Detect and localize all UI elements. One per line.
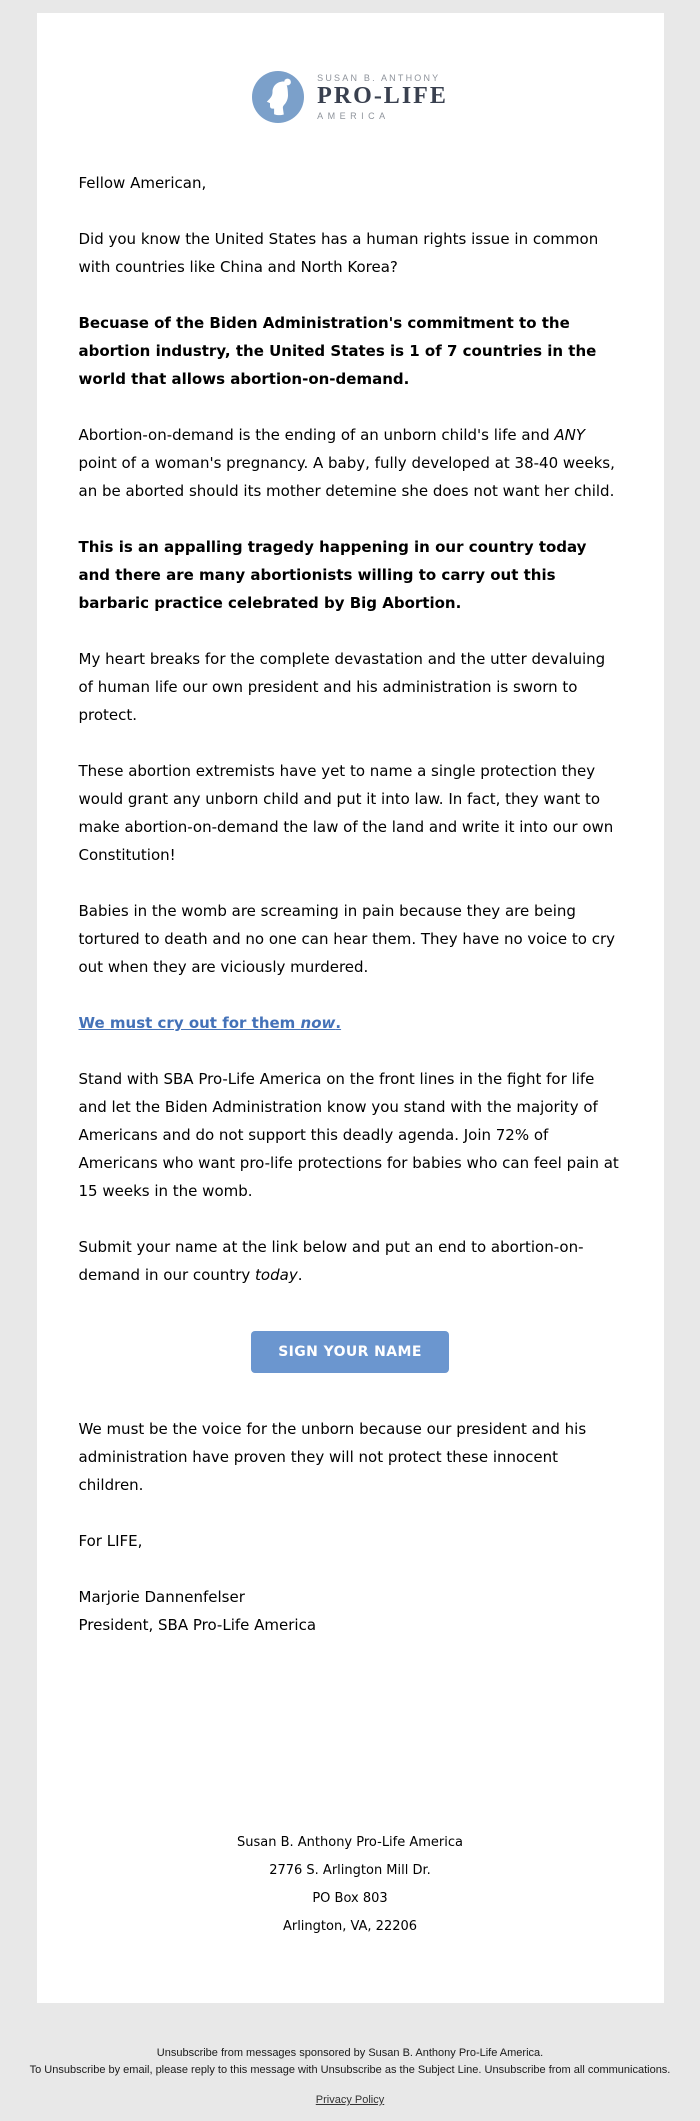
unsubscribe-sponsored-text: Unsubscribe from messages sponsored by Susan B. Anthony Pro-Life America. [156, 2047, 544, 2059]
text-segment: point of a woman's pregnancy. A baby, fully developed at 38-40 weeks, an be aborted should its mother detemine she does not want her child. [78, 454, 615, 500]
address-city-line: Arlington, VA, 22206 [282, 1919, 418, 1934]
signer-title: President, SBA Pro-Life America [78, 1616, 317, 1634]
woman-profile-icon [252, 71, 304, 123]
paragraph-cry-out [79, 1009, 622, 1037]
unsubscribe-section [0, 2045, 700, 2121]
link-text-segment: We must cry out for them [78, 1014, 301, 1032]
signer-name: Marjorie Dannenfelser [78, 1588, 245, 1606]
paragraph-submit-name [79, 1233, 622, 1289]
logo-subtitle: AMERICA [317, 110, 390, 121]
paragraph-bold-commitment: Becuase of the Biden Administration's commitment to the abortion industry, the United States is 1 of 7 countries in the world that allows abortion-on-demand. [78, 314, 597, 388]
privacy-policy-link[interactable]: Privacy Policy [315, 2094, 385, 2106]
logo-title: PRO-LIFE [317, 83, 448, 110]
sba-pro-life-america-logo [79, 71, 622, 123]
cry-out-link[interactable] [79, 1014, 342, 1032]
paragraph-demand [79, 421, 622, 505]
mailing-address [79, 1829, 622, 1941]
logo-wordmark [317, 73, 448, 120]
emphasized-text: today [255, 1266, 298, 1284]
link-text-segment: . [335, 1014, 342, 1032]
cta-button-row [79, 1331, 622, 1373]
greeting-text: Fellow American, [78, 174, 207, 192]
address-pobox-line: PO Box 803 [312, 1891, 388, 1906]
email-body [37, 13, 664, 2003]
signature-block [79, 1583, 622, 1639]
sign-your-name-button[interactable]: SIGN YOUR NAME [251, 1331, 449, 1373]
text-segment: Submit your name at the link below and put an end to abortion-on-demand in our country [78, 1238, 584, 1284]
text-segment: Abortion-on-demand is the ending of an unborn child's life and [78, 426, 555, 444]
paragraph-stand-with-sba: Stand with SBA Pro-Life America on the front lines in the fight for life and let the Biden Administration know you stand with the majority of Americans and do not support this deadly agenda. Join 72% of Americans who want pro-life protections for babies who can feel pain at 15 weeks in the womb. [78, 1070, 619, 1200]
paragraph-extremists: These abortion extremists have yet to name a single protection they would grant any unborn child and put it into law. In fact, they want to make abortion-on-demand the law of the land and write it into our own Constitution! [78, 762, 614, 864]
logo-org-name: SUSAN B. ANTHONY [317, 73, 441, 84]
paragraph-bold-tragedy: This is an appalling tragedy happening in our country today and there are many abortionists willing to carry out this barbaric practice celebrated by Big Abortion. [78, 538, 587, 612]
text-segment: . [297, 1266, 303, 1284]
link-emphasized-text: now [300, 1014, 336, 1032]
address-org-line: Susan B. Anthony Pro-Life America [236, 1835, 463, 1850]
paragraph-heart-breaks: My heart breaks for the complete devastation and the utter devaluing of human life our own president and his administration is sworn to protect. [78, 650, 606, 724]
address-street-line: 2776 S. Arlington Mill Dr. [269, 1863, 431, 1878]
paragraph-intro: Did you know the United States has a human rights issue in common with countries like China and North Korea? [78, 230, 599, 276]
paragraph-voice-for-unborn: We must be the voice for the unborn because our president and his administration have proven they will not protect these innocent children. [78, 1420, 587, 1494]
paragraph-babies: Babies in the womb are screaming in pain because they are being tortured to death and no one can hear them. They have no voice to cry out when they are viciously murdered. [78, 902, 616, 976]
unsubscribe-instructions-text: To Unsubscribe by email, please reply to this message with Unsubscribe as the Subject Line. Unsubscribe from all communications. [29, 2064, 671, 2076]
emphasized-text: ANY [554, 426, 586, 444]
closing-text: For LIFE, [78, 1532, 143, 1550]
